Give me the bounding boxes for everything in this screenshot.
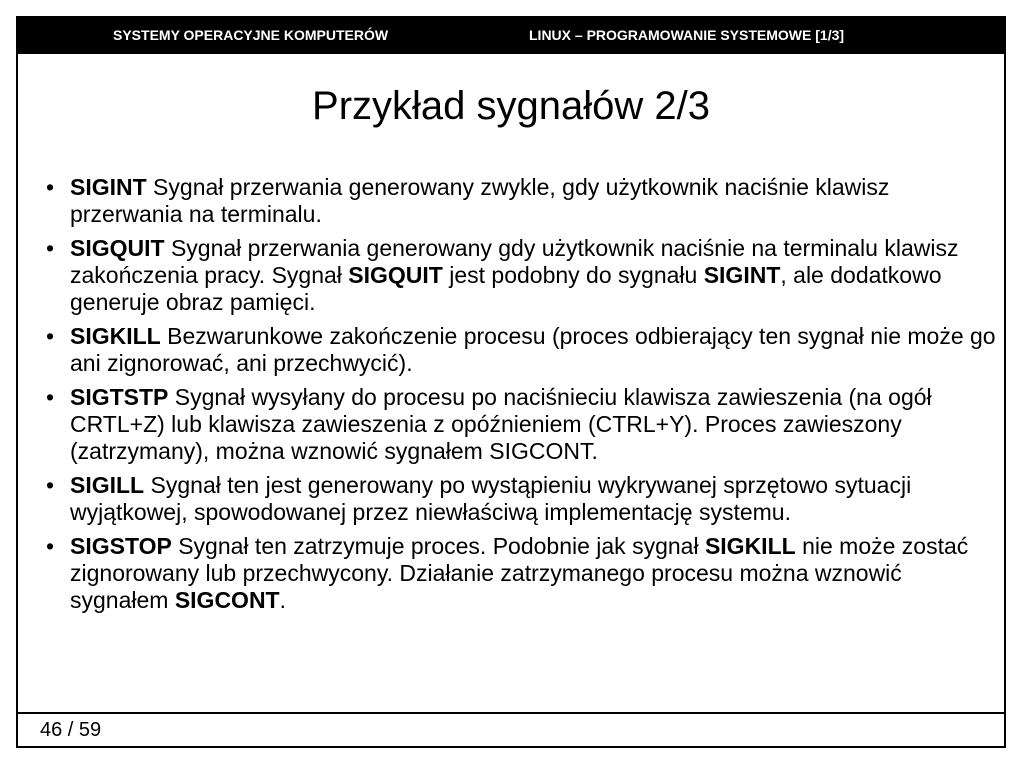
signal-description: jest podobny do sygnału	[442, 262, 704, 288]
slide-content	[42, 174, 1002, 621]
bullet-icon: •	[46, 533, 55, 559]
header-lecture-title: LINUX – PROGRAMOWANIE SYSTEMOWE [1/3]	[529, 27, 845, 43]
signal-name-inline: SIGKILL	[704, 533, 796, 559]
signal-name: SIGQUIT	[70, 235, 165, 261]
bullet-icon: •	[46, 323, 55, 349]
slide-title: Przykład sygnałów 2/3	[312, 84, 710, 128]
signal-description: Sygnał ten zatrzymuje proces. Podobnie jak sygnał	[171, 533, 705, 559]
signal-name: SIGINT	[70, 174, 147, 200]
signal-description: Sygnał przerwania generowany gdy użytkownik naciśnie na terminalu klawisz zakończenia pracy. Sygnał	[70, 235, 959, 288]
header-course-title: SYSTEMY OPERACYJNE KOMPUTERÓW	[113, 27, 389, 43]
signal-name: SIGILL	[70, 472, 145, 498]
signal-name-inline: SIGQUIT	[348, 262, 443, 288]
signal-description: nie może zostać zignorowany lub przechwycony. Działanie zatrzymanego procesu można wznowić sygnałem	[70, 533, 969, 613]
signal-description: Sygnał przerwania generowany zwykle, gdy użytkownik naciśnie klawisz przerwania na terminalu.	[70, 174, 890, 227]
bullet-list	[42, 174, 1002, 614]
signal-name-inline: SIGCONT	[174, 587, 280, 613]
signal-name: SIGSTOP	[70, 533, 172, 559]
signal-name-inline: SIGINT	[703, 262, 781, 288]
bullet-icon: •	[46, 472, 55, 498]
bullet-sigkill	[42, 323, 1002, 377]
signal-name: SIGKILL	[70, 323, 161, 349]
bullet-sigquit	[42, 235, 1002, 316]
page-number: 46 / 59	[40, 719, 102, 741]
bullet-sigint	[42, 174, 1002, 228]
signal-description: Bezwarunkowe zakończenie procesu (proces odbierający ten sygnał nie może go ani zignorować, ani przechwycić).	[70, 323, 996, 376]
bullet-icon: •	[46, 384, 55, 410]
header-bar	[18, 18, 1004, 54]
bullet-icon: •	[46, 174, 55, 200]
signal-description: .	[279, 587, 286, 613]
bullet-sigstop	[42, 533, 1002, 614]
signal-description: , ale dodatkowo generuje obraz pamięci.	[70, 262, 942, 315]
bullet-sigill	[42, 472, 1002, 526]
slide-frame	[16, 16, 1006, 748]
signal-name: SIGTSTP	[70, 384, 169, 410]
bullet-icon: •	[46, 235, 55, 261]
signal-description: Sygnał wysyłany do procesu po naciśnieciu klawisza zawieszenia (na ogół CRTL+Z) lub klawisza zawieszenia z opóźnieniem (CTRL+Y). Proces zawieszony (zatrzymany), można wznowić sygnałem SIGCONT.	[70, 384, 932, 464]
signal-description: Sygnał ten jest generowany po wystąpieniu wykrywanej sprzętowo sytuacji wyjątkowej, spowodowanej przez niewłaściwą implementację systemu.	[70, 472, 912, 525]
footer-bar	[18, 712, 1004, 746]
bullet-sigtstp	[42, 384, 1002, 465]
